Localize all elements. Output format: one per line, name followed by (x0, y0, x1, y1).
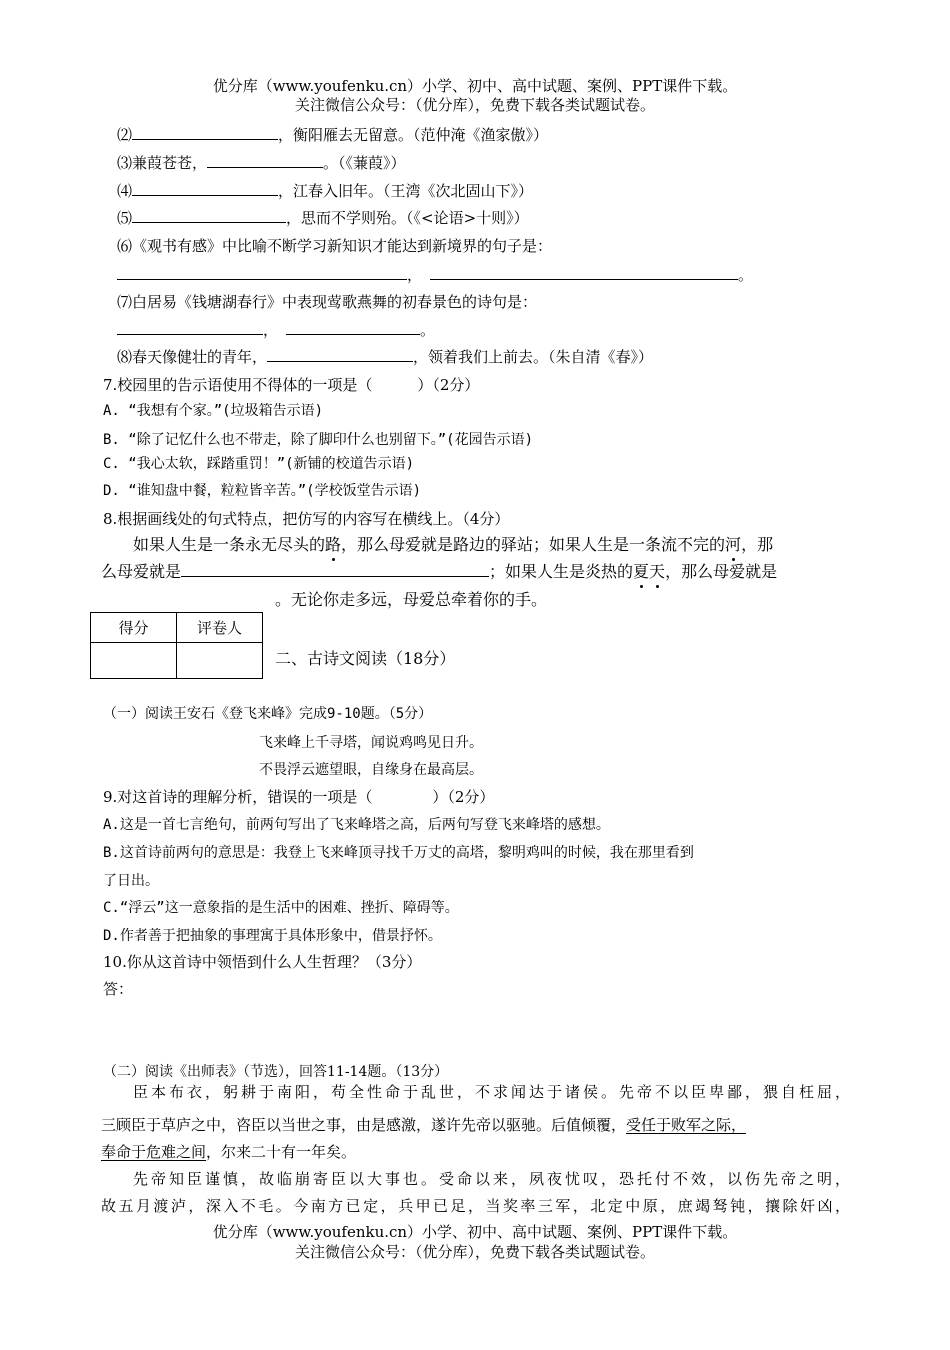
footer-line-2: 关注微信公众号：（优分库），免费下载各类试题试卷。 (294, 1243, 655, 1261)
header-line-1: 优分库（www.youfenku.cn）小学、初中、高中试题、案例、PPT课件下载。 (212, 77, 738, 95)
poem-line-1: 飞来峰上千寻塔，闻说鸡鸣见日升。 (259, 735, 483, 751)
answer-blank[interactable] (132, 125, 278, 140)
q6-item-7: ⑺白居易《钱塘湖春行》中表现莺歌燕舞的初春景色的诗句是： (117, 293, 538, 311)
q9-option-b-line2: 了日出。 (103, 873, 159, 889)
answer-blank[interactable] (117, 265, 407, 280)
prose-line-1: 臣本布衣，躬耕于南阳，苟全性命于乱世，不求闻达于诸侯。先帝不以臣卑鄙，猥自枉屈， (133, 1083, 850, 1101)
grader-header: 评卷人 (177, 613, 263, 643)
poem-intro: （一）阅读王安石《登飞来峰》完成9-10题。（5分） (103, 706, 433, 722)
q8-line-2: 么母爱就是 ；如果人生是炎热的夏天，那么母爱就是 (101, 562, 778, 581)
poem-line-2: 不畏浮云遮望眼，自缘身在最高层。 (259, 762, 483, 778)
q10-answer-label: 答： (103, 980, 134, 998)
q9-option-b-line1: B.这首诗前两句的意思是：我登上飞来峰顶寻找千万丈的高塔，黎明鸡叫的时候，我在那里看到 (103, 845, 694, 861)
q7-option-b: B. “除了记忆什么也不带走，除了脚印什么也别留下。”(花园告示语) (103, 432, 533, 448)
q7-stem: 7.校园里的告示语使用不得体的一项是（ ）（2分） (103, 376, 480, 394)
answer-blank[interactable] (267, 347, 413, 362)
grader-cell[interactable] (177, 643, 263, 679)
q8-stem: 8.根据画线处的句式特点，把仿写的内容写在横线上。（4分） (103, 510, 510, 528)
answer-blank[interactable] (207, 153, 323, 168)
q9-option-d: D.作者善于把抽象的事理寓于具体形象中，借景抒怀。 (103, 928, 442, 944)
q6-item-7-blanks: ， 。 (117, 320, 435, 340)
prose-line-3: 奉命于危难之间，尔来二十有一年矣。 (101, 1143, 357, 1161)
q6-item-4: ⑷ ，江春入旧年。（王湾《次北固山下》） (117, 182, 534, 200)
prose-line-2: 三顾臣于草庐之中，咨臣以当世之事，由是感激，遂许先帝以驱驰。后值倾覆，受任于败军之际， (101, 1116, 747, 1134)
answer-blank[interactable] (430, 265, 738, 280)
q6-item-8: ⑻春天像健壮的青年， ，领着我们上前去。（朱自清《春》） (117, 348, 654, 366)
answer-blank[interactable] (117, 320, 263, 335)
answer-blank[interactable] (132, 181, 278, 196)
q8-line-3: 。无论你走多远，母爱总牵着你的手。 (275, 590, 548, 609)
answer-blank[interactable] (132, 208, 286, 223)
q9-stem: 9.对这首诗的理解分析，错误的一项是（ ）（2分） (103, 788, 495, 806)
score-cell[interactable] (91, 643, 177, 679)
q7-option-c: C. “我心太软，踩踏重罚！”(新铺的校道告示语) (103, 456, 414, 472)
q7-option-d: D. “谁知盘中餐，粒粒皆辛苦。”(学校饭堂告示语) (103, 483, 421, 499)
q6-item-6: ⑹《观书有感》中比喻不断学习新知识才能达到新境界的句子是： (117, 237, 553, 255)
score-header: 得分 (91, 613, 177, 643)
prose-intro: （二）阅读《出师表》（节选），回答11-14题。（13分） (103, 1064, 449, 1080)
q10-stem: 10.你从这首诗中领悟到什么人生哲理？（3分） (103, 953, 422, 971)
q6-item-2: ⑵ ，衡阳雁去无留意。（范仲淹《渔家傲》） (117, 126, 549, 144)
q9-option-a: A.这是一首七言绝句，前两句写出了飞来峰塔之高，后两句写登飞来峰塔的感想。 (103, 817, 610, 833)
answer-blank[interactable] (286, 320, 420, 335)
q6-item-5: ⑸ ，思而不学则殆。（《<论语>十则》） (117, 209, 529, 227)
header-line-2: 关注微信公众号：（优分库），免费下载各类试题试卷。 (294, 96, 655, 114)
q8-line-1: 如果人生是一条永无尽头的路，那么母爱就是路边的驿站；如果人生是一条流不完的河，那 (133, 535, 774, 554)
prose-line-4: 先帝知臣谨慎，故临崩寄臣以大事也。受命以来，夙夜忧叹，恐托付不效，以伤先帝之明， (133, 1170, 850, 1188)
q7-option-a: A. “我想有个家。”(垃圾箱告示语) (103, 403, 324, 419)
q9-option-c: C.“浮云”这一意象指的是生活中的困难、挫折、障碍等。 (103, 900, 459, 916)
prose-line-5: 故五月渡泸，深入不毛。今南方已定，兵甲已足，当奖率三军，北定中原，庶竭驽钝，攘除奸凶， (101, 1197, 850, 1215)
q6-item-6-blanks: ， 。 (117, 265, 753, 285)
answer-blank[interactable] (181, 562, 489, 577)
score-table (90, 612, 263, 679)
q6-item-3: ⑶兼葭苍苍， 。（《蒹葭》） (117, 154, 406, 172)
footer-line-1: 优分库（www.youfenku.cn）小学、初中、高中试题、案例、PPT课件下载。 (212, 1223, 738, 1241)
section-title: 二、古诗文阅读（18分） (275, 649, 456, 668)
